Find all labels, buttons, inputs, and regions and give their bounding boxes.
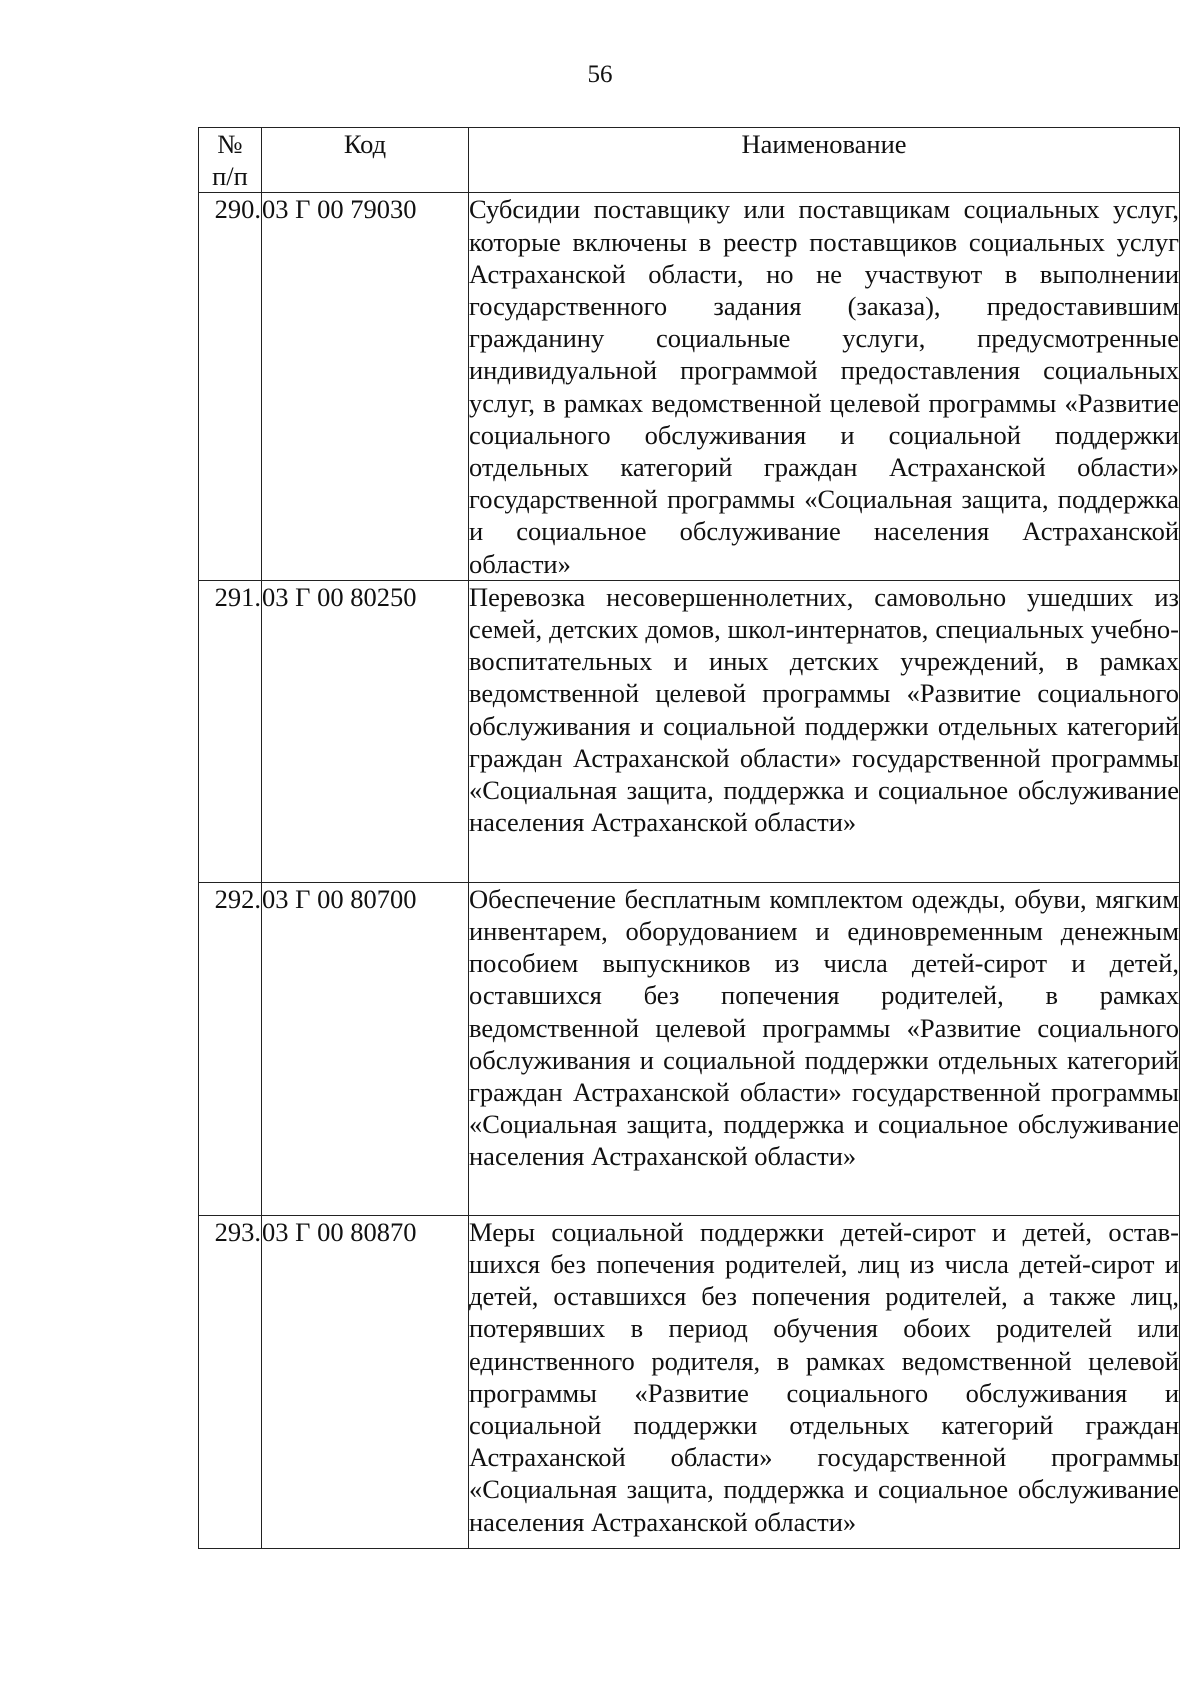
budget-codes-table (198, 127, 1180, 1549)
table-header-row (199, 128, 1180, 193)
row-number: 292. (199, 882, 262, 1215)
row-number: 290. (199, 193, 262, 580)
header-number (199, 128, 262, 193)
table-row (199, 1215, 1180, 1548)
header-number-symbol: № (217, 129, 243, 159)
page-number: 56 (587, 61, 613, 88)
row-code: 03 Г 00 80250 (262, 580, 469, 882)
row-name: Перевозка несовершеннолетних, самовольно ушедших из семей, детских домов, школ-интернатов, специальных учебно-воспитательных и иных детских учреждений, в рамках ведомственной целевой программы «Развитие социального обслуживания и социальной поддержки отдельных категорий граждан Астраханской области» государственной программы «Социальная защита, поддержка и социальное обслуживание населения Астраханской области» (469, 580, 1180, 882)
row-code: 03 Г 00 80870 (262, 1215, 469, 1548)
row-number: 291. (199, 580, 262, 882)
row-name: Меры социальной поддержки детей-сирот и детей, оставшихся без попечения родителей, лиц из числа детей-сирот и детей, оставшихся без попечения родителей, а также лиц, потерявших в период обучения обоих родителей или единственного родителя, в рамках ведомственной целевой программы «Развитие социального обслуживания и социальной поддержки отдельных категорий граждан Астраханской области» государственной программы «Социальная защита, поддержка и социальное обслуживание населения Астраханской области» (469, 1215, 1180, 1548)
table-row (199, 580, 1180, 882)
row-name: Обеспечение бесплатным комплектом одежды, обуви, мягким инвентарем, оборудованием и единовременным денежным пособием выпускников из числа детей-сирот и детей, оставшихся без попечения родителей, в рамках ведомственной целевой программы «Развитие социального обслуживания и социальной поддержки отдельных категорий граждан Астраханской области» государственной программы «Социальная защита, поддержка и социальное обслуживание населения Астраханской области» (469, 882, 1180, 1215)
header-code: Код (262, 128, 469, 193)
header-name: Наименование (469, 128, 1180, 193)
row-number: 293. (199, 1215, 262, 1548)
row-name: Субсидии поставщику или поставщикам социальных услуг, которые включены в реестр поставщиков социальных услуг Астраханской области, но не участвуют в выполнении государственного задания (заказа), предоставившим гражданину социальные услуги, предусмотренные индивидуальной программой предоставления социальных услуг, в рамках ведомственной целевой программы «Развитие социального обслуживания и социальной поддержки отдельных категорий граждан Астраханской области» государственной программы «Социальная защита, поддержка и социальное обслуживание населения Астраханской области» (469, 194, 1179, 579)
table-row (199, 193, 1180, 580)
table-row (199, 882, 1180, 1215)
header-number-abbr: п/п (212, 161, 248, 192)
row-code: 03 Г 00 80700 (262, 882, 469, 1215)
row-code: 03 Г 00 79030 (262, 193, 469, 580)
